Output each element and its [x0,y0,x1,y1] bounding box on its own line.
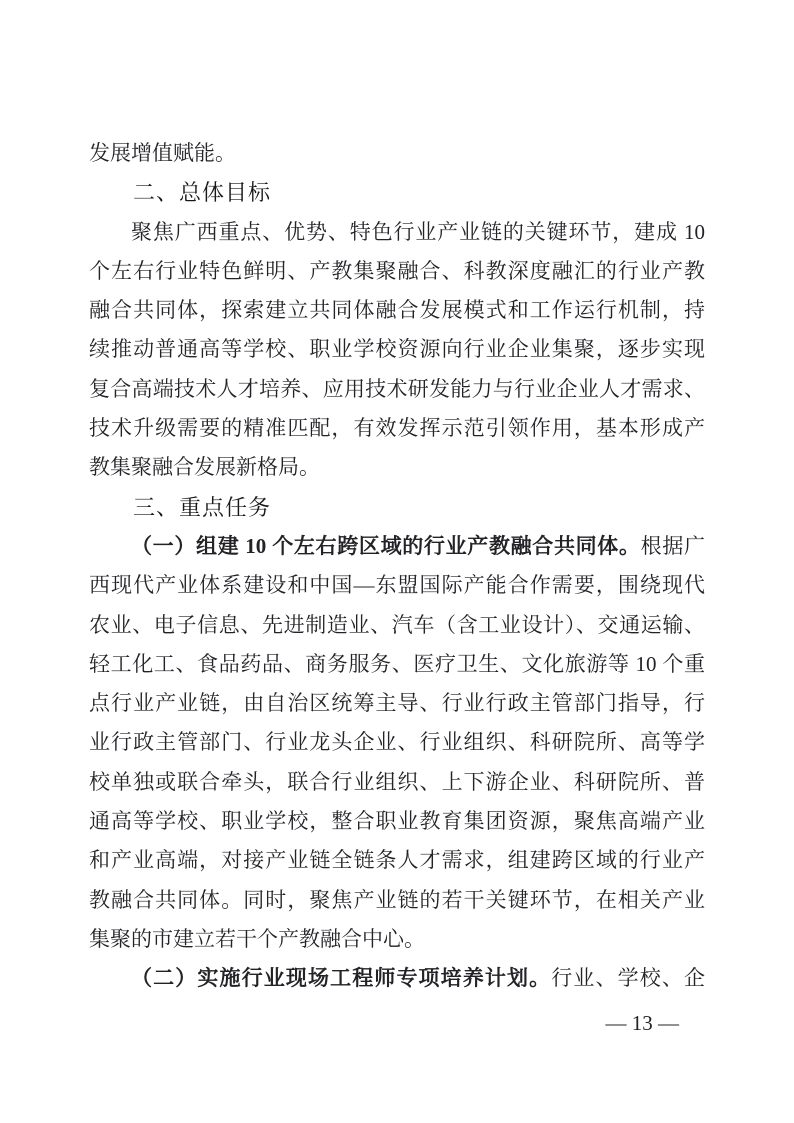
para-task1-line-9 [89,841,705,880]
para-goal-line-5 [89,370,705,409]
para-task1-line-11 [89,920,705,959]
body-text: 校单独或联合牵头，联合行业组织、上下游企业、科研院所、普 [89,769,705,794]
body-text: 西现代产业体系建设和中国—东盟国际产能合作需要，围绕现代 [89,573,705,598]
para-task1-line-1 [89,527,705,566]
para-task1-line-10 [89,881,705,920]
body-text: 教融合共同体。同时，聚焦产业链的若干关键环节，在相关产业 [89,887,705,912]
para-task1-line-2 [89,566,705,605]
body-text: 聚焦广西重点、优势、特色行业产业链的关键环节，建成 10 [131,219,705,244]
body-text: 发展增值赋能。 [89,141,236,165]
para-carryover-line [89,134,705,173]
body-text: 个左右行业特色鲜明、产教集聚融合、科教深度融汇的行业产教 [89,258,705,283]
body-text: 点行业产业链，由自治区统筹主导、行业行政主管部门指导，行 [89,691,705,716]
body-text: 行业、学校、企 [551,966,706,991]
body-text: 根据广 [640,533,706,558]
body-text: 二、总体目标 [133,180,272,206]
para-goal-line-4 [89,330,705,369]
body-text: 教集聚融合发展新格局。 [89,455,320,480]
para-task2-line-1 [89,959,705,998]
body-text: 技术升级需要的精准匹配，有效发挥示范引领作用，基本形成产 [89,416,705,441]
task-lead-sentence: （一）组建 10 个左右跨区域的行业产教融合共同体。 [131,533,641,558]
text-block [89,134,705,999]
heading-section-3 [89,488,705,527]
task-lead-sentence: （二）实施行业现场工程师专项培养计划。 [131,966,552,991]
para-goal-line-7 [89,448,705,487]
body-text: 三、重点任务 [133,494,272,520]
body-text: 续推动普通高等学校、职业学校资源向行业企业集聚，逐步实现 [89,337,705,362]
para-task1-line-7 [89,763,705,802]
body-text: 复合高端技术人才培养、应用技术研发能力与行业企业人才需求、 [89,376,705,401]
para-task1-line-4 [89,645,705,684]
body-text: 和产业高端，对接产业链全链条人才需求，组建跨区域的行业产 [89,848,705,873]
para-task1-line-5 [89,684,705,723]
para-goal-line-3 [89,291,705,330]
body-text: 集聚的市建立若干个产教融合中心。 [89,926,425,951]
body-text: 通高等学校、职业学校，整合职业教育集团资源，聚焦高端产业 [89,809,705,834]
body-text: 融合共同体，探索建立共同体融合发展模式和工作运行机制，持 [89,298,705,323]
body-text: 轻工化工、食品药品、商务服务、医疗卫生、文化旅游等 10 个重 [89,651,705,676]
para-task1-line-8 [89,802,705,841]
para-goal-line-6 [89,409,705,448]
para-task1-line-6 [89,723,705,762]
page-number: — 13 — [605,1011,679,1035]
para-task1-line-3 [89,606,705,645]
para-goal-line-1 [89,213,705,252]
body-text: 业行政主管部门、行业龙头企业、行业组织、科研院所、高等学 [89,730,705,755]
body-text: 农业、电子信息、先进制造业、汽车（含工业设计）、交通运输、 [89,612,705,637]
heading-section-2 [89,173,705,212]
para-goal-line-2 [89,252,705,291]
